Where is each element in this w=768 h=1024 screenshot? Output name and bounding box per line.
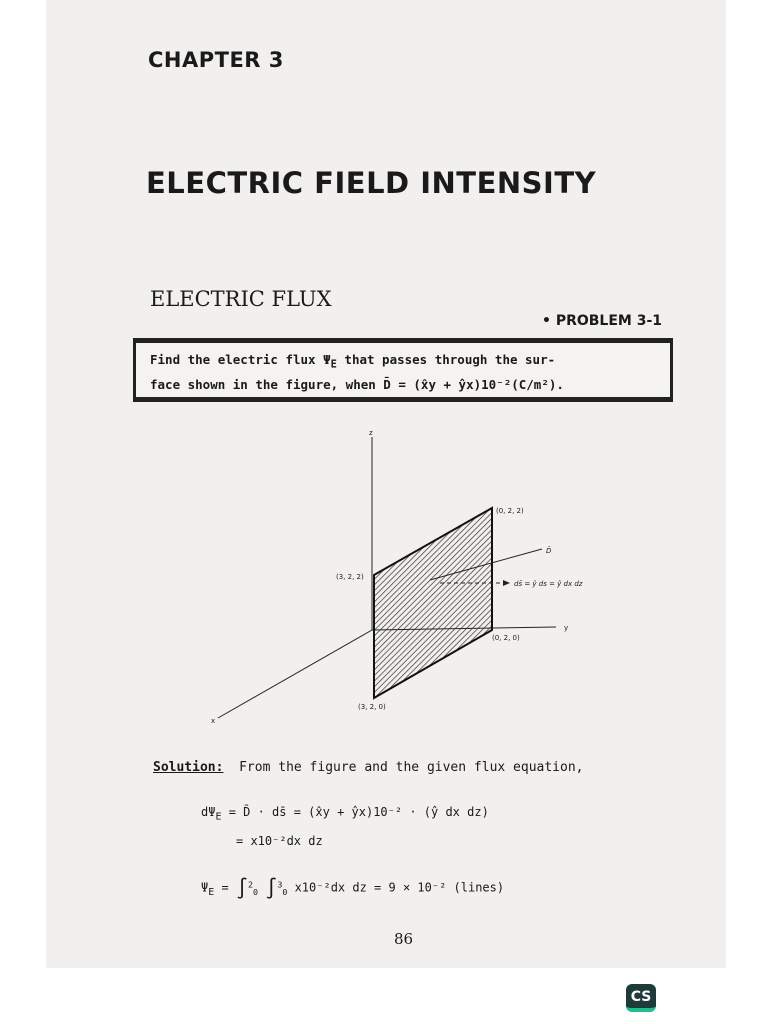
eq1-lhs: dΨ — [201, 805, 216, 819]
solution-intro — [153, 760, 583, 775]
eq1-sub: E — [215, 811, 222, 823]
equation-2: = x10⁻²dx dz — [236, 834, 323, 848]
problem-line1: Find the electric flux Ψ — [150, 352, 331, 367]
solution-label: Solution: — [153, 760, 224, 775]
surface-figure — [200, 425, 620, 725]
ds-arrowhead — [503, 580, 510, 586]
problem-line2: face shown in the figure, when D̄ = (x̂y + ŷx)10⁻²(C/m²). — [150, 376, 564, 392]
axis-z-label: z — [369, 429, 373, 437]
eq3-sub: E — [208, 886, 215, 898]
label-bottom-left: (3, 2, 0) — [358, 703, 386, 711]
chapter-label: CHAPTER 3 — [148, 48, 284, 72]
label-ds: ds̄ = ŷ ds = ŷ dx dz — [514, 580, 583, 588]
problem-line1-end: that passes through the sur- — [336, 352, 556, 367]
problem-line1-sub: E — [330, 358, 337, 371]
page-number: 86 — [394, 930, 414, 948]
eq3-lhs: Ψ — [201, 880, 209, 895]
hatched-surface — [374, 508, 492, 698]
label-top-left: (3, 2, 2) — [336, 573, 364, 581]
int1-lower: 0 — [253, 886, 259, 897]
int1-upper: 2 — [248, 879, 254, 890]
label-top-right: (0, 2, 2) — [496, 507, 524, 515]
problem-statement — [150, 350, 660, 394]
int2-upper: 3 — [277, 879, 283, 890]
section-title: ELECTRIC FLUX — [150, 287, 332, 311]
integral-sign-2: ∫ — [265, 876, 278, 900]
eq3-rhs: x10⁻²dx dz = 9 × 10⁻² (lines) — [294, 880, 505, 895]
x-axis — [218, 630, 372, 718]
label-d-vector: D̄ — [546, 547, 552, 555]
chapter-title: ELECTRIC FIELD INTENSITY — [146, 166, 597, 200]
camscanner-badge[interactable]: CS — [626, 984, 656, 1012]
eq3-equals: = — [214, 880, 236, 895]
integral-sign-1: ∫ — [235, 876, 248, 900]
int2-lower: 0 — [282, 886, 288, 897]
axis-x-label: x — [211, 717, 216, 725]
problem-statement-box — [133, 338, 673, 402]
eq1-rhs: = D̄ · ds̄ = (x̂y + ŷx)10⁻² · (ŷ dx dz) — [221, 805, 489, 819]
problem-label: • PROBLEM 3-1 — [542, 313, 663, 329]
axis-y-label: y — [564, 624, 569, 632]
equation-1 — [201, 805, 489, 822]
solution-text: From the figure and the given flux equation, — [239, 760, 584, 775]
integral-1-limits — [248, 879, 259, 897]
integral-2-limits — [277, 879, 288, 897]
equation-3 — [201, 876, 504, 900]
label-bottom-right: (0, 2, 0) — [492, 634, 520, 642]
